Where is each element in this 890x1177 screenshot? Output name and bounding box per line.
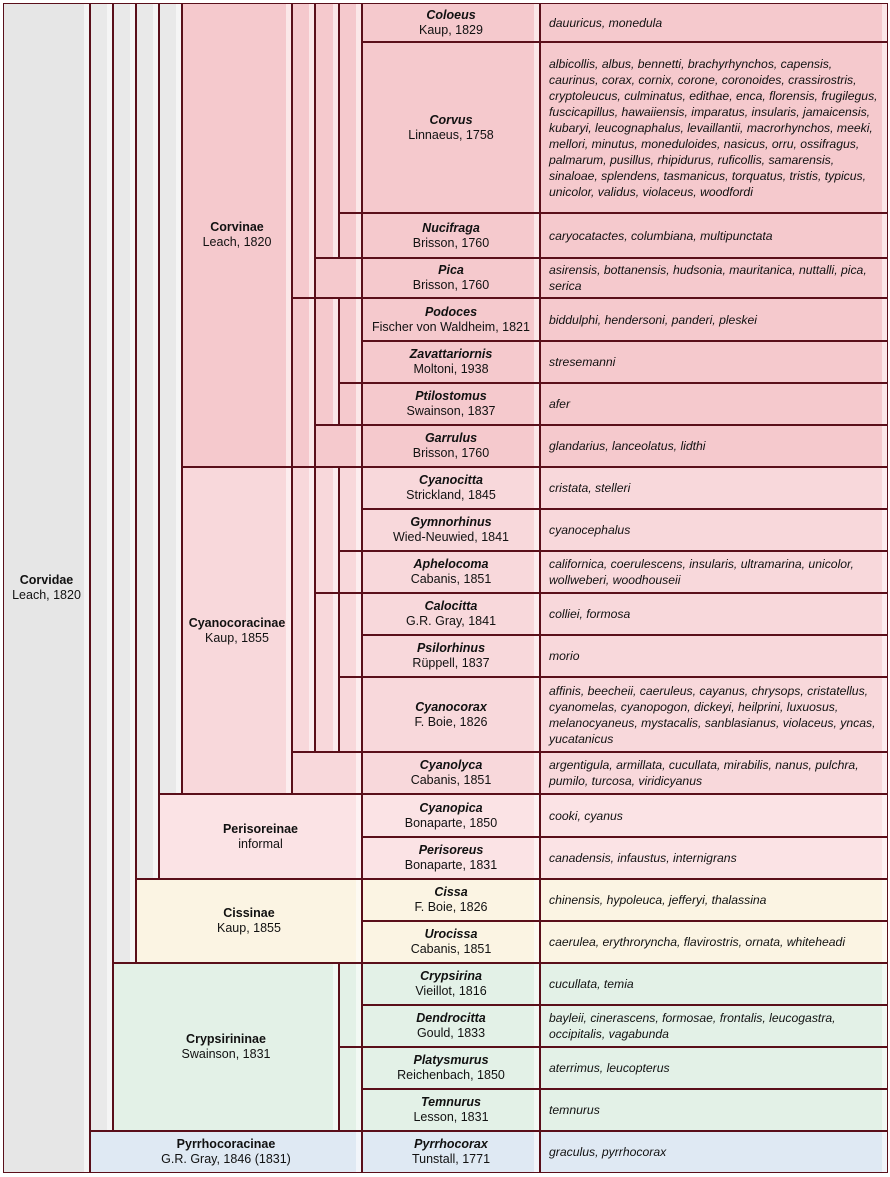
genus-psilorhinus-author: Rüppell, 1837 xyxy=(412,656,490,670)
bevel xyxy=(534,426,539,466)
bevel xyxy=(153,4,158,878)
species-podoces xyxy=(540,298,888,341)
bevel xyxy=(882,922,887,962)
species-list: cucullata, temia xyxy=(549,977,634,991)
species-list: cyanocephalus xyxy=(549,523,631,537)
bevel xyxy=(534,299,539,340)
bevel xyxy=(333,594,338,751)
bevel xyxy=(882,384,887,424)
genus-cyanocitta-author: Strickland, 1845 xyxy=(406,488,496,502)
genus-cyanopica-name: Cyanopica xyxy=(419,800,483,815)
bevel xyxy=(130,4,135,962)
genus-crypsirina-name: Crypsirina xyxy=(420,969,482,983)
genus-platysmurus-author: Reichenbach, 1850 xyxy=(397,1068,505,1082)
species-cissa xyxy=(540,879,888,921)
genus-perisoreus xyxy=(362,837,540,879)
bevel xyxy=(882,259,887,297)
species-list: stresemanni xyxy=(549,355,616,369)
genus-coloeus-author: Kaup, 1829 xyxy=(419,22,483,37)
species-list: cristata, stelleri xyxy=(549,481,631,495)
genus-temnurus-author: Lesson, 1831 xyxy=(413,1110,489,1124)
species-psilorhinus xyxy=(540,635,888,677)
genus-urocissa-author: Cabanis, 1851 xyxy=(410,942,492,956)
genus-calocitta xyxy=(362,593,540,635)
bevel xyxy=(356,1132,361,1172)
clade-bracket-9 xyxy=(339,383,362,425)
bevel xyxy=(882,552,887,592)
subfamily-corvinae xyxy=(182,3,292,467)
genus-cyanocitta xyxy=(362,467,540,509)
genus-zavattariornis-author: Moltoni, 1938 xyxy=(413,362,489,376)
species-corvus xyxy=(540,42,888,213)
species-garrulus xyxy=(540,425,888,467)
genus-platysmurus xyxy=(362,1047,540,1089)
bevel xyxy=(534,1006,539,1046)
bevel xyxy=(356,678,361,751)
species-list: colliei, formosa xyxy=(549,607,631,621)
bevel xyxy=(534,552,539,592)
bevel xyxy=(882,4,887,41)
genus-crypsirina-author: Vieillot, 1816 xyxy=(415,984,487,998)
clade-bracket-19 xyxy=(339,963,362,1047)
clade-bracket-2 xyxy=(315,3,339,258)
subfamily-pyrrhocoracinae-name: Pyrrhocoracinae xyxy=(176,1137,276,1151)
bevel xyxy=(534,1090,539,1130)
genus-corvus-name: Corvus xyxy=(429,112,473,127)
bevel xyxy=(882,468,887,508)
clade-bracket-8 xyxy=(339,298,362,383)
bevel xyxy=(534,594,539,634)
bevel xyxy=(534,753,539,793)
genus-nucifraga-author: Brisson, 1760 xyxy=(412,235,490,250)
bevel xyxy=(534,342,539,382)
bevel xyxy=(534,795,539,836)
species-crypsirina xyxy=(540,963,888,1005)
genus-podoces-name: Podoces xyxy=(424,304,478,319)
genus-cyanocorax-author: F. Boie, 1826 xyxy=(414,714,488,729)
genus-aphelocoma-author: Cabanis, 1851 xyxy=(410,572,492,586)
bevel xyxy=(882,678,887,751)
bevel xyxy=(333,964,338,1130)
bevel xyxy=(176,4,181,793)
genus-pyrrhocorax xyxy=(362,1131,540,1173)
species-cyanolyca xyxy=(540,752,888,794)
genus-calocitta-name: Calocitta xyxy=(424,599,478,613)
genus-cyanolyca-name: Cyanolyca xyxy=(419,758,483,772)
genus-pica-author: Brisson, 1760 xyxy=(412,278,490,292)
genus-cyanopica xyxy=(362,794,540,837)
genus-temnurus xyxy=(362,1089,540,1131)
clade-bracket-20 xyxy=(339,1047,362,1131)
bevel xyxy=(309,4,314,297)
subfamily-crypsirininae xyxy=(113,963,339,1131)
clade-bar-tier-1 xyxy=(90,3,113,1131)
species-list: biddulphi, hendersoni, panderi, pleskei xyxy=(549,312,758,327)
clade-bar-tier-4 xyxy=(159,3,182,794)
clade-bracket-15 xyxy=(315,593,339,752)
genus-gymnorhinus-author: Wied-Neuwied, 1841 xyxy=(392,530,510,544)
subfamily-pyrrhocoracinae-author: G.R. Gray, 1846 (1831) xyxy=(161,1152,291,1166)
species-temnurus xyxy=(540,1089,888,1131)
bevel xyxy=(882,43,887,212)
bevel xyxy=(534,384,539,424)
bevel xyxy=(534,880,539,920)
genus-coloeus xyxy=(362,3,540,42)
species-aphelocoma xyxy=(540,551,888,593)
bevel xyxy=(882,1132,887,1172)
clade-bracket-5 xyxy=(315,258,362,298)
genus-aphelocoma-name: Aphelocoma xyxy=(413,557,489,571)
genus-nucifraga xyxy=(362,213,540,258)
genus-zavattariornis xyxy=(362,341,540,383)
bevel xyxy=(356,1048,361,1130)
subfamily-corvinae-name: Corvinae xyxy=(210,220,264,234)
clade-bracket-7 xyxy=(315,298,339,425)
genus-cyanopica-author: Bonaparte, 1850 xyxy=(404,815,498,830)
subfamily-crypsirininae-author: Swainson, 1831 xyxy=(181,1047,271,1061)
species-cyanocorax xyxy=(540,677,888,752)
genus-cyanocorax xyxy=(362,677,540,752)
species-coloeus xyxy=(540,3,888,42)
genus-urocissa-name: Urocissa xyxy=(424,927,478,941)
species-list: afer xyxy=(549,397,571,411)
bevel xyxy=(534,1132,539,1172)
bevel xyxy=(356,880,361,962)
genus-cyanocorax-name: Cyanocorax xyxy=(415,699,487,714)
species-list: dauuricus, monedula xyxy=(549,15,663,30)
genus-platysmurus-name: Platysmurus xyxy=(413,1053,489,1067)
bevel xyxy=(356,753,361,793)
species-cyanopica xyxy=(540,794,888,837)
bevel xyxy=(356,594,361,676)
bevel xyxy=(309,468,314,751)
bevel xyxy=(534,510,539,550)
bevel xyxy=(333,4,338,257)
genus-podoces-author: Fischer von Waldheim, 1821 xyxy=(372,319,530,334)
genus-corvus xyxy=(362,42,540,213)
bevel xyxy=(534,468,539,508)
clade-bracket-6 xyxy=(292,298,315,467)
genus-garrulus-author: Brisson, 1760 xyxy=(412,446,490,460)
bevel xyxy=(882,1048,887,1088)
species-list: graculus, pyrrhocorax xyxy=(549,1145,667,1159)
bevel xyxy=(882,753,887,793)
bevel xyxy=(356,384,361,424)
clade-bracket-11 xyxy=(292,467,315,752)
genus-perisoreus-author: Bonaparte, 1831 xyxy=(404,858,498,872)
bevel xyxy=(882,838,887,878)
bevel xyxy=(882,964,887,1004)
bevel xyxy=(534,636,539,676)
genus-podoces xyxy=(362,298,540,341)
species-pica xyxy=(540,258,888,298)
genus-corvus-author: Linnaeus, 1758 xyxy=(408,127,494,142)
bevel xyxy=(107,4,112,1130)
genus-psilorhinus-name: Psilorhinus xyxy=(416,641,486,655)
bevel xyxy=(534,964,539,1004)
bevel xyxy=(309,299,314,466)
genus-crypsirina xyxy=(362,963,540,1005)
genus-dendrocitta xyxy=(362,1005,540,1047)
subfamily-cissinae-name: Cissinae xyxy=(223,906,275,920)
genus-gymnorhinus xyxy=(362,509,540,551)
species-cyanocitta xyxy=(540,467,888,509)
clade-bracket-1 xyxy=(292,3,315,298)
species-list: affinis, beecheii, caeruleus, cayanus, chrysops, cristatellus, cyanomelas, cyanopogon, dickeyi, heilprini, luxuosus, melanocyaneus, mystacalis, sanblasianus, violaceus, yncas, yucatanicus xyxy=(549,683,876,746)
subfamily-perisoreinae xyxy=(159,794,362,879)
bevel xyxy=(356,259,361,297)
species-list: caerulea, erythroryncha, flavirostris, ornata, whiteheadi xyxy=(549,935,846,949)
species-list: caryocatactes, columbiana, multipunctata xyxy=(549,228,773,243)
genus-temnurus-name: Temnurus xyxy=(421,1095,481,1109)
species-dendrocitta xyxy=(540,1005,888,1047)
family-corvidae-author: Leach, 1820 xyxy=(12,588,81,602)
clade-bracket-13 xyxy=(339,467,362,551)
bevel xyxy=(882,795,887,836)
clade-bracket-10 xyxy=(315,425,362,467)
clade-bar-tier-2 xyxy=(113,3,136,963)
bevel xyxy=(356,552,361,592)
genus-gymnorhinus-name: Gymnorhinus xyxy=(410,515,492,529)
genus-psilorhinus xyxy=(362,635,540,677)
bevel xyxy=(534,214,539,257)
species-list: bayleii, cinerascens, formosae, frontalis, leucogastra, occipitalis, vagabunda xyxy=(549,1011,836,1041)
bevel xyxy=(356,214,361,257)
bevel xyxy=(534,922,539,962)
bevel xyxy=(333,299,338,424)
subfamily-corvinae-author: Leach, 1820 xyxy=(202,235,272,249)
species-list: chinensis, hypoleuca, jefferyi, thalassina xyxy=(549,893,767,907)
family-corvidae xyxy=(3,3,90,1173)
genus-cissa xyxy=(362,879,540,921)
genus-garrulus xyxy=(362,425,540,467)
bevel xyxy=(356,4,361,212)
clade-bracket-3 xyxy=(339,3,362,213)
bevel xyxy=(882,299,887,340)
genus-pyrrhocorax-author: Tunstall, 1771 xyxy=(411,1152,491,1166)
genus-ptilostomus-name: Ptilostomus xyxy=(415,389,487,403)
subfamily-cyanocoracinae-author: Kaup, 1855 xyxy=(205,630,269,645)
genus-nucifraga-name: Nucifraga xyxy=(422,220,480,235)
subfamily-crypsirininae-name: Crypsirininae xyxy=(186,1032,266,1046)
bevel xyxy=(356,468,361,550)
genus-cyanolyca xyxy=(362,752,540,794)
bevel xyxy=(286,4,291,466)
bevel xyxy=(882,1090,887,1130)
species-ptilostomus xyxy=(540,383,888,425)
species-list: californica, coerulescens, insularis, ultramarina, unicolor, wollweberi, woodhouseii xyxy=(549,557,854,587)
subfamily-cissinae xyxy=(136,879,362,963)
genus-pyrrhocorax-name: Pyrrhocorax xyxy=(414,1137,488,1151)
genus-pica-name: Pica xyxy=(438,263,464,277)
clade-bracket-17 xyxy=(339,677,362,752)
bevel xyxy=(356,299,361,382)
clade-bracket-14 xyxy=(339,551,362,593)
bevel xyxy=(534,259,539,297)
family-corvidae-name: Corvidae xyxy=(19,573,74,587)
species-perisoreus xyxy=(540,837,888,879)
bevel xyxy=(882,426,887,466)
bevel xyxy=(534,43,539,212)
genus-coloeus-name: Coloeus xyxy=(426,7,476,22)
genus-ptilostomus xyxy=(362,383,540,425)
bevel xyxy=(882,510,887,550)
genus-aphelocoma xyxy=(362,551,540,593)
genus-cyanolyca-author: Cabanis, 1851 xyxy=(410,773,492,787)
bevel xyxy=(333,468,338,592)
species-list: albicollis, albus, bennetti, brachyrhynchos, capensis, caurinus, corax, cornix, corone, coronoides, crassirostris, cryptoleucus, culminatus, edithae, enca, florensis, frugilegus, fuscicapillus, hawaiiensis, imparatus, insularis, jamaicensis, kubaryi, leucognaphalus, levaillantii, macrorhynchos, meeki, mellori, minutus, moneduloides, nasicus, orru, ossifragus, palmarum, pusillus, rhipidurus, ruficollis, samarensis, sinaloae, splendens, tasmanicus, torquatus, tristis, typicus, unicolor, validus, violaceus, woodfordi xyxy=(549,56,878,199)
bevel xyxy=(882,880,887,920)
bevel xyxy=(882,594,887,634)
species-platysmurus xyxy=(540,1047,888,1089)
genus-dendrocitta-name: Dendrocitta xyxy=(416,1011,486,1025)
species-list: argentigula, armillata, cucullata, mirabilis, nanus, pulchra, pumilo, turcosa, viridicyanus xyxy=(549,758,859,788)
genus-urocissa xyxy=(362,921,540,963)
bevel xyxy=(356,795,361,878)
clade-bracket-16 xyxy=(339,593,362,677)
subfamily-cissinae-author: Kaup, 1855 xyxy=(217,921,281,935)
bevel xyxy=(84,4,89,1172)
genus-cyanocitta-name: Cyanocitta xyxy=(419,473,483,487)
subfamily-perisoreinae-name: Perisoreinae xyxy=(222,821,299,836)
genus-pica xyxy=(362,258,540,298)
genus-perisoreus-name: Perisoreus xyxy=(418,843,484,857)
species-list: cooki, cyanus xyxy=(549,808,623,823)
bevel xyxy=(882,1006,887,1046)
bevel xyxy=(534,1048,539,1088)
genus-calocitta-author: G.R. Gray, 1841 xyxy=(405,614,497,628)
genus-dendrocitta-author: Gould, 1833 xyxy=(416,1026,486,1040)
species-list: glandarius, lanceolatus, lidthi xyxy=(549,439,706,453)
bevel xyxy=(882,214,887,257)
bevel xyxy=(286,468,291,793)
genus-garrulus-name: Garrulus xyxy=(424,431,478,445)
bevel xyxy=(356,426,361,466)
subfamily-pyrrhocoracinae xyxy=(90,1131,362,1173)
bevel xyxy=(534,4,539,41)
species-urocissa xyxy=(540,921,888,963)
clade-bracket-4 xyxy=(339,213,362,258)
clade-bracket-18 xyxy=(292,752,362,794)
species-list: aterrimus, leucopterus xyxy=(549,1061,670,1075)
genus-ptilostomus-author: Swainson, 1837 xyxy=(406,404,496,418)
bevel xyxy=(356,964,361,1046)
subfamily-perisoreinae-author: informal xyxy=(238,836,283,851)
species-nucifraga xyxy=(540,213,888,258)
species-list: temnurus xyxy=(549,1103,600,1117)
subfamily-cyanocoracinae-name: Cyanocoracinae xyxy=(188,615,286,630)
species-gymnorhinus xyxy=(540,509,888,551)
genus-cissa-name: Cissa xyxy=(434,885,468,899)
bevel xyxy=(534,838,539,878)
subfamily-cyanocoracinae xyxy=(182,467,292,794)
clade-bracket-12 xyxy=(315,467,339,593)
species-list: canadensis, infaustus, internigrans xyxy=(549,851,737,865)
species-calocitta xyxy=(540,593,888,635)
genus-zavattariornis-name: Zavattariornis xyxy=(409,347,493,361)
bevel xyxy=(882,342,887,382)
bevel xyxy=(882,636,887,676)
genus-cissa-author: F. Boie, 1826 xyxy=(414,900,488,914)
species-pyrrhocorax xyxy=(540,1131,888,1173)
species-list: morio xyxy=(549,649,580,663)
bevel xyxy=(534,678,539,751)
species-list: asirensis, bottanensis, hudsonia, mauritanica, nuttalli, pica, serica xyxy=(549,263,867,293)
species-zavattariornis xyxy=(540,341,888,383)
clade-bar-tier-3 xyxy=(136,3,159,879)
